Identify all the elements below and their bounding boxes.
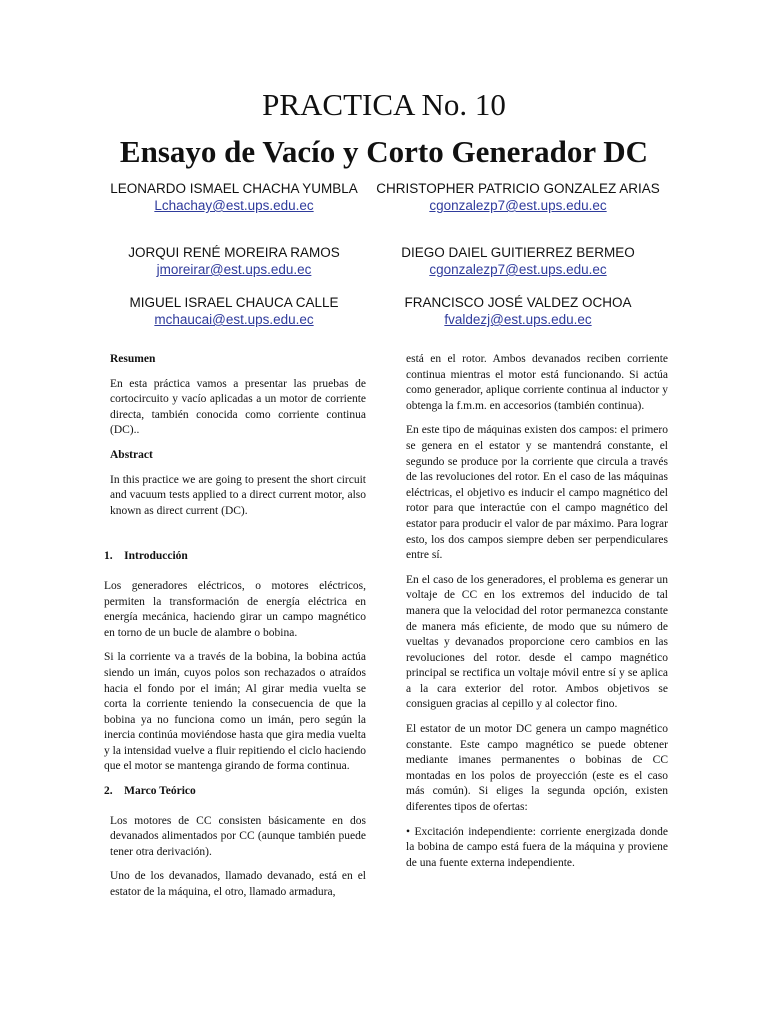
left-column xyxy=(104,352,366,910)
marco-paragraph: Los motores de CC consisten básicamente en dos devanados alimentados por CC (aunque también puede tener otra derivación). xyxy=(110,814,366,858)
section-title: Marco Teórico xyxy=(124,785,196,798)
section-heading-marco-teorico xyxy=(104,784,366,800)
author-name: JORQUI RENÉ MOREIRA RAMOS xyxy=(128,245,340,260)
right-column xyxy=(406,352,668,880)
author-block xyxy=(368,180,668,214)
abstract-heading: Abstract xyxy=(110,448,153,461)
author-name: LEONARDO ISMAEL CHACHA YUMBLA xyxy=(110,181,358,196)
intro-paragraph: Si la corriente va a través de la bobina, la bobina actúa siendo un imán, cuyos polos son rechazados o atraídos hacia el fondo por el imán; Al girar media vuelta se corta la corriente teniendo la consecuencia de que la bobina ya no funciona como un imán, pero según la inercia continúa moviéndose hasta que gira media vuelta y la intensidad vuelve a fluir repitiendo el ciclo haciendo que el motor se mantenga girando de forma continua. xyxy=(104,651,366,773)
author-block xyxy=(368,294,668,328)
author-block xyxy=(368,244,668,278)
author-block xyxy=(84,294,384,328)
author-email-link[interactable]: fvaldezj@est.ups.edu.ec xyxy=(444,312,592,327)
author-email-link[interactable]: cgonzalezp7@est.ups.edu.ec xyxy=(429,198,607,213)
bullet-paragraph: • Excitación independiente: corriente energizada donde la bobina de campo está fuera de la máquina y proviene de una fuente externa independiente. xyxy=(406,825,668,869)
section-heading-introduccion xyxy=(104,549,366,565)
author-email-link[interactable]: mchaucai@est.ups.edu.ec xyxy=(154,312,314,327)
body-paragraph: En este tipo de máquinas existen dos campos: el primero se genera en el estator y se mantendrá constante, el segundo se produce por la corriente que circula a través de las revoluciones del rotor. En el caso de las máquinas eléctricas, el objetivo es inducir el campo magnético del rotor para que interactúe con el campo magnético del estator para producir el valor de par máximo. Para lograr esto, los dos campos siempre deben ser perpendiculares entre sí. xyxy=(406,424,668,562)
author-block xyxy=(84,180,384,214)
marco-paragraph: Uno de los devanados, llamado devanado, está en el estator de la máquina, el otro, llamado armadura, xyxy=(110,870,366,899)
author-name: FRANCISCO JOSÉ VALDEZ OCHOA xyxy=(404,295,632,310)
abstract-text: In this practice we are going to present the short circuit and vacuum tests applied to a direct current motor, also known as direct current (DC). xyxy=(110,473,366,517)
body-paragraph: En el caso de los generadores, el problema es generar un voltaje de CC en los extremos del inducido de tal manera que la velocidad del rotor permanezca constante de manera más eficiente, de modo que su número de vueltas y devanados proporcione cero cambios en las revoluciones del rotor. desde el campo magnético principal se rectifica un voltaje móvil entre sí y se aplica a la cara exterior del rotor. Ambos objetivos se consiguen gracias al cepillo y al colector fino. xyxy=(406,573,668,711)
section-number: 2. xyxy=(104,785,113,798)
author-name: DIEGO DAIEL GUITIERREZ BERMEO xyxy=(401,245,635,260)
resumen-heading: Resumen xyxy=(110,353,156,365)
page-title: PRACTICA No. 10 xyxy=(262,87,506,122)
page-subtitle: Ensayo de Vacío y Corto Generador DC xyxy=(119,134,649,169)
body-paragraph: El estator de un motor DC genera un campo magnético constante. Este campo magnético se puede obtener mediante imanes permanentes o bobinas de CC montadas en los polos de proyección (este es el caso más común). Si eliges la segunda opción, existen diferentes tipos de ofertas: xyxy=(406,723,668,814)
author-name: MIGUEL ISRAEL CHAUCA CALLE xyxy=(129,295,339,310)
author-email-link[interactable]: Lchachay@est.ups.edu.ec xyxy=(154,198,314,213)
resumen-text: En esta práctica vamos a presentar las pruebas de cortocircuito y vacío aplicadas a un motor de corriente directa, también conocida como corriente continua (DC).. xyxy=(110,377,366,437)
body-paragraph: está en el rotor. Ambos devanados reciben corriente continua mientras el motor está funcionando. Si actúa como generador, aplique corriente continua al inductor y obtenga la f.m.m. en accesorios (también continua). xyxy=(406,353,668,412)
section-number: 1. xyxy=(104,550,113,563)
author-email-link[interactable]: cgonzalezp7@est.ups.edu.ec xyxy=(429,262,607,277)
author-block xyxy=(84,244,384,278)
author-name: CHRISTOPHER PATRICIO GONZALEZ ARIAS xyxy=(376,181,660,196)
author-email-link[interactable]: jmoreirar@est.ups.edu.ec xyxy=(156,262,312,277)
section-title: Introducción xyxy=(124,550,188,563)
intro-paragraph: Los generadores eléctricos, o motores eléctricos, permiten la transformación de energía eléctrica en energía mecánica, haciendo girar un campo magnético en torno de un bucle de alambre o bobina. xyxy=(104,579,366,639)
